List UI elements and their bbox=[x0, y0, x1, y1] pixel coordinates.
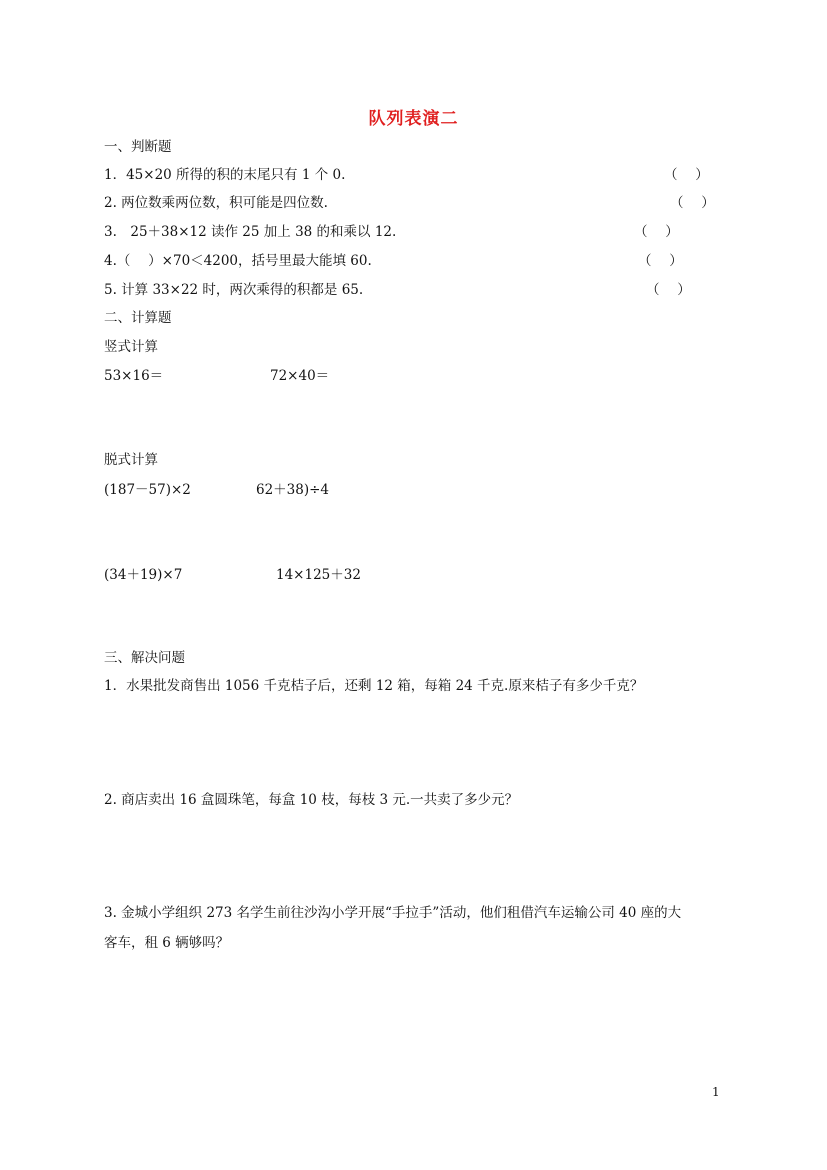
vertical-problem-1: 53×16＝ bbox=[104, 368, 164, 384]
page-title: 队列表演二 bbox=[368, 109, 459, 129]
answer-parentheses-3[interactable]: （ ） bbox=[634, 224, 679, 240]
word-problem-3-line1: 3. 金城小学组织 273 名学生前往沙沟小学开展“手拉手”活动，他们租借汽车运输公司 40 座的大 bbox=[104, 905, 682, 921]
stepwise-problem-4: 14×125＋32 bbox=[276, 567, 361, 583]
stepwise-problem-2: 62＋38)÷4 bbox=[256, 482, 330, 498]
answer-parentheses-5[interactable]: （ ） bbox=[646, 282, 691, 298]
stepwise-calc-label: 脱式计算 bbox=[104, 452, 158, 468]
page-number: 1 bbox=[712, 1085, 720, 1099]
judgment-item-1: 1．45×20 所得的积的末尾只有 1 个 0. bbox=[104, 167, 346, 183]
judgment-item-3: 3. 25＋38×12 读作 25 加上 38 的和乘以 12. bbox=[104, 224, 397, 240]
stepwise-problem-1: (187－57)×2 bbox=[104, 482, 191, 498]
section-heading-word-problems: 三、解决问题 bbox=[104, 650, 185, 666]
word-problem-1: 1．水果批发商售出 1056 千克桔子后，还剩 12 箱，每箱 24 千克.原来桔子有多少千克？ bbox=[104, 678, 644, 694]
vertical-calc-label: 竖式计算 bbox=[104, 339, 158, 355]
answer-parentheses-4[interactable]: （ ） bbox=[638, 253, 683, 269]
answer-parentheses-2[interactable]: （ ） bbox=[670, 195, 715, 211]
word-problem-2: 2. 商店卖出 16 盒圆珠笔，每盒 10 枝，每枝 3 元.一共卖了多少元？ bbox=[104, 792, 519, 808]
section-heading-judgment: 一、判断题 bbox=[104, 139, 172, 155]
word-problem-3-line2: 客车，租 6 辆够吗？ bbox=[104, 935, 230, 951]
judgment-item-4: 4.（ ）×70＜4200，括号里最大能填 60. bbox=[104, 253, 372, 269]
section-heading-calculation: 二、计算题 bbox=[104, 310, 172, 326]
vertical-problem-2: 72×40＝ bbox=[270, 368, 330, 384]
answer-parentheses-1[interactable]: （ ） bbox=[664, 167, 709, 183]
judgment-item-2: 2. 两位数乘两位数，积可能是四位数. bbox=[104, 195, 328, 211]
judgment-item-5: 5. 计算 33×22 时，两次乘得的积都是 65. bbox=[104, 282, 364, 298]
stepwise-problem-3: (34＋19)×7 bbox=[104, 567, 183, 583]
